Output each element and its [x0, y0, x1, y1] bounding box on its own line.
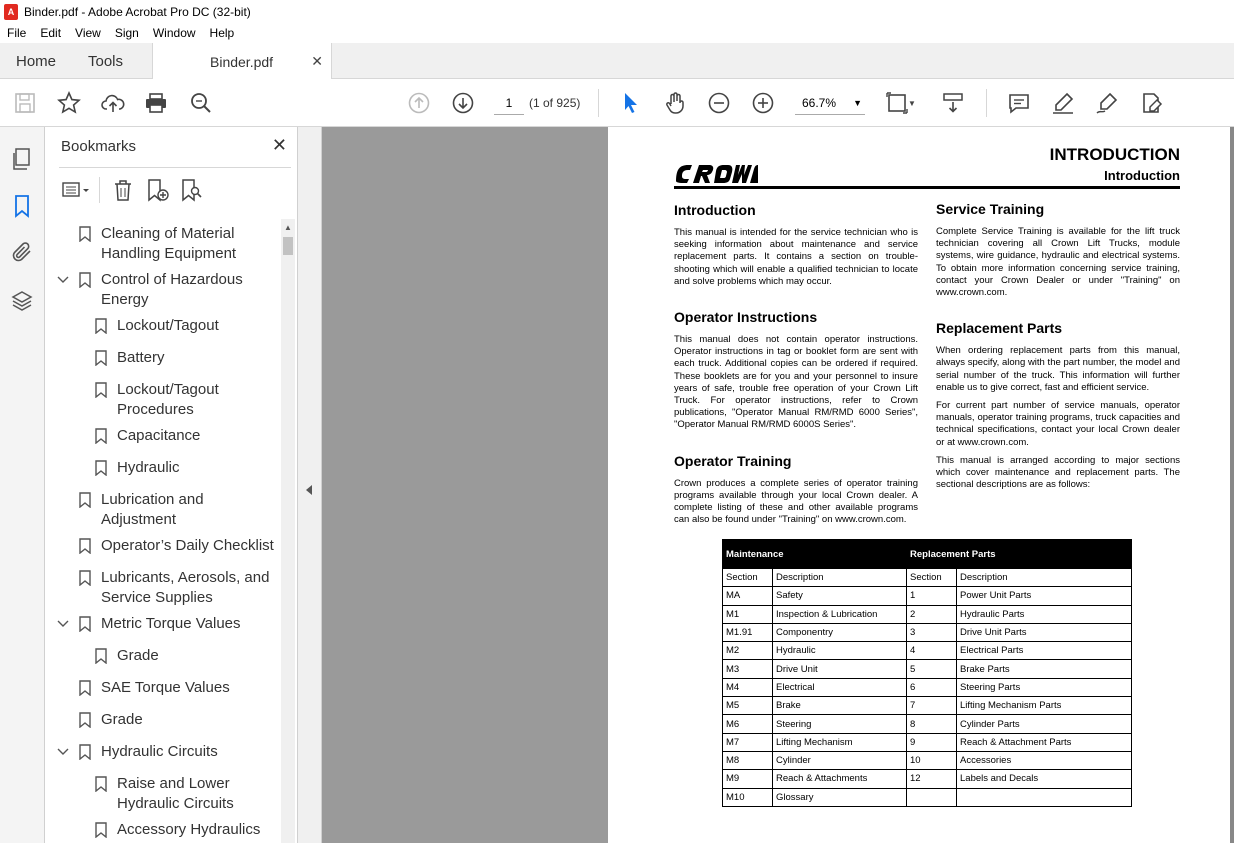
tab-document-label: Binder.pdf — [210, 53, 274, 70]
bookmark-label: Battery — [117, 349, 165, 366]
table-cell: M2 — [723, 642, 773, 660]
operator-instructions-heading: Operator Instructions — [674, 309, 818, 326]
bookmark-options-icon[interactable] — [61, 179, 91, 201]
table-cell: M6 — [723, 715, 773, 733]
bookmark-label: Hydraulic — [117, 459, 180, 476]
table-cell: Cylinder Parts — [957, 715, 1132, 733]
bookmark-item[interactable] — [45, 270, 281, 310]
bookmark-item[interactable] — [45, 316, 281, 336]
toolbar-divider — [986, 89, 987, 117]
bookmark-search-icon[interactable] — [179, 178, 203, 202]
table-row — [723, 605, 1132, 623]
navigation-rail — [0, 127, 45, 843]
table-cell: 8 — [907, 715, 957, 733]
table-body — [723, 587, 1132, 807]
new-bookmark-icon[interactable] — [145, 178, 169, 202]
bookmark-icon — [79, 712, 91, 728]
table-cell: Brake — [773, 697, 907, 715]
scroll-mode-icon[interactable] — [941, 91, 965, 115]
bookmark-item[interactable] — [45, 820, 281, 840]
select-cursor-icon[interactable] — [619, 91, 643, 115]
table-row — [723, 660, 1132, 678]
table-cell: Cylinder — [773, 751, 907, 769]
bookmark-icon — [79, 492, 91, 508]
bookmark-item[interactable] — [45, 348, 281, 368]
title-bar — [0, 0, 1234, 23]
table-cell: M3 — [723, 660, 773, 678]
bookmarks-panel-title: Bookmarks — [61, 138, 137, 155]
bookmark-label: Control of Hazardous Energy — [101, 271, 243, 308]
replacement-parts-text-3: This manual is arranged according to major sections which cover maintenance and replacement parts. The sectional descriptions are as follows: — [936, 454, 1180, 491]
table-cell: Electrical — [773, 678, 907, 696]
replacement-parts-text-2: For current part number of service manuals, operator manuals, operator training programs, truck capacities and technical specifications, contact your local Crown dealer or at www.crown.com. — [936, 400, 1180, 448]
bookmark-icon — [95, 460, 107, 476]
zoom-in-icon[interactable] — [751, 91, 775, 115]
delete-trash-icon[interactable] — [111, 178, 135, 202]
save-icon[interactable] — [13, 91, 37, 115]
table-cell: Brake Parts — [957, 660, 1132, 678]
document-viewer[interactable] — [322, 127, 1234, 843]
bookmark-label: Cleaning of Material Handling Equipment — [101, 225, 237, 262]
service-training-heading: Service Training — [936, 201, 1045, 217]
table-cell — [957, 788, 1132, 806]
attachment-paperclip-icon[interactable] — [10, 240, 34, 264]
table-cell: Safety — [773, 587, 907, 605]
bookmark-icon — [95, 382, 107, 398]
bookmark-icon — [79, 272, 91, 288]
toolbar-divider — [598, 89, 599, 117]
table-cell: MA — [723, 587, 773, 605]
table-row — [723, 642, 1132, 660]
star-icon[interactable] — [57, 91, 81, 115]
search-zoom-icon[interactable] — [189, 91, 213, 115]
table-cell: M9 — [723, 770, 773, 788]
operator-training-heading: Operator Training — [674, 452, 792, 469]
bookmark-label: Operator’s Daily Checklist — [101, 537, 274, 554]
bookmarks-panel — [45, 127, 298, 843]
table-cell: 5 — [907, 660, 957, 678]
chevron-down-icon[interactable]: ▼ — [908, 98, 916, 108]
bookmark-icon — [95, 822, 107, 838]
tab-bar — [0, 43, 1234, 79]
menu-help[interactable]: Help — [209, 26, 235, 40]
table-cell: M1 — [723, 605, 773, 623]
bookmark-item[interactable] — [45, 490, 281, 530]
comment-icon[interactable] — [1007, 91, 1031, 115]
bookmark-icon — [95, 428, 107, 444]
bookmark-item[interactable] — [45, 678, 281, 698]
bookmark-item[interactable] — [45, 568, 281, 608]
page-subtitle: Introduction — [1104, 168, 1180, 183]
table-row — [723, 733, 1132, 751]
table-cell: Reach & Attachments — [773, 770, 907, 788]
bookmark-icon — [95, 350, 107, 366]
bookmark-label: Raise and Lower Hydraulic Circuits — [117, 775, 234, 812]
table-cell: M7 — [723, 733, 773, 751]
zoom-level-select[interactable] — [795, 91, 865, 115]
close-icon[interactable]: ✕ — [271, 135, 287, 155]
bookmark-label: Metric Torque Values — [101, 615, 241, 632]
close-tab-icon[interactable]: ✕ — [311, 53, 323, 69]
table-row — [723, 715, 1132, 733]
header-rule — [674, 186, 1180, 189]
intro-heading: Introduction — [674, 202, 756, 218]
bookmark-item[interactable] — [45, 614, 281, 634]
acrobat-app-icon: A — [4, 4, 18, 20]
bookmark-icon — [79, 570, 91, 586]
left-column — [674, 201, 918, 532]
operator-training-text: Crown produces a complete series of operator training programs available through your local Crown dealer. A complete listing of these and other available programs can also be found under "Training" on www.crown.com. — [674, 477, 918, 526]
window-title: Binder.pdf - Adobe Acrobat Pro DC (32-bit) — [24, 4, 251, 19]
bookmark-item[interactable] — [45, 710, 281, 730]
right-column — [936, 200, 1180, 497]
table-row — [723, 788, 1132, 806]
table-cell: M8 — [723, 751, 773, 769]
bookmark-label: SAE Torque Values — [101, 679, 230, 696]
bookmark-icon — [95, 776, 107, 792]
bookmark-icon — [79, 616, 91, 632]
bookmark-label: Lubricants, Aerosols, and Service Supplies — [101, 569, 270, 606]
toolbar-divider — [99, 177, 100, 203]
bookmark-icon — [79, 744, 91, 760]
menu-edit[interactable]: Edit — [40, 26, 62, 40]
service-training-text: Complete Service Training is available for the lift truck technician covering all Crown Lift Trucks, module systems, wire guidance, hydraulic and electrical systems. To obtain more information concerning service training, contact your Crown Dealer or under "Training" on www.crown.com. — [936, 226, 1180, 299]
bookmark-icon — [79, 538, 91, 554]
table-cell: 9 — [907, 733, 957, 751]
table-cell: M10 — [723, 788, 773, 806]
table-cell: 7 — [907, 697, 957, 715]
column-header-description: Description — [957, 569, 1132, 587]
crown-logo — [674, 161, 758, 185]
chevron-down-icon[interactable] — [57, 270, 71, 290]
table-cell: Lifting Mechanism — [773, 733, 907, 751]
layers-icon[interactable] — [10, 289, 34, 313]
page-number-input[interactable]: 1 — [494, 91, 524, 115]
bookmark-item[interactable] — [45, 426, 281, 446]
collapse-arrow-icon[interactable] — [306, 485, 312, 495]
bookmark-item[interactable] — [45, 742, 281, 762]
pdf-page — [608, 127, 1230, 843]
chevron-down-icon: ▼ — [853, 98, 862, 108]
bookmark-icon — [79, 680, 91, 696]
menu-file[interactable]: File — [7, 26, 27, 40]
menu-view[interactable]: View — [75, 26, 101, 40]
intro-text: This manual is intended for the service technician who is seeking information about maintenance and service replacement parts. It contains a section on trouble-shooting which will enable a qualified technician to locate and solve problems which may occur. — [674, 227, 918, 287]
table-cell: 6 — [907, 678, 957, 696]
sections-table — [722, 539, 1132, 807]
table-cell — [907, 788, 957, 806]
table-cell: M5 — [723, 697, 773, 715]
bookmark-panel-icon[interactable] — [10, 194, 34, 218]
document-scrollbar[interactable] — [1230, 127, 1234, 843]
scroll-up-arrow-icon[interactable]: ▲ — [284, 223, 292, 232]
table-cell: 2 — [907, 605, 957, 623]
sign-pen-icon[interactable] — [1095, 91, 1119, 115]
table-cell: Accessories — [957, 751, 1132, 769]
bookmark-item[interactable] — [45, 380, 281, 420]
bookmark-icon — [79, 226, 91, 242]
table-row — [723, 623, 1132, 641]
bookmark-item[interactable] — [45, 224, 281, 264]
menu-bar — [0, 23, 1234, 43]
table-cell: Hydraulic — [773, 642, 907, 660]
table-row — [723, 587, 1132, 605]
bookmark-label: Hydraulic Circuits — [101, 743, 218, 760]
chevron-down-icon[interactable] — [57, 614, 71, 634]
maintenance-header: Maintenance — [723, 540, 907, 569]
replacement-parts-heading: Replacement Parts — [936, 320, 1063, 337]
chevron-down-icon[interactable] — [57, 742, 71, 762]
previous-page-icon[interactable] — [407, 91, 431, 115]
bookmarks-toolbar — [59, 177, 291, 203]
upload-cloud-icon[interactable] — [101, 91, 125, 115]
zoom-out-icon[interactable] — [707, 91, 731, 115]
table-cell: Glossary — [773, 788, 907, 806]
bookmark-label: Capacitance — [117, 427, 201, 444]
tab-tools[interactable]: Tools — [88, 52, 124, 70]
fill-sign-icon[interactable] — [1139, 91, 1163, 115]
table-cell: 10 — [907, 751, 957, 769]
table-row — [723, 770, 1132, 788]
column-header-section: Section — [723, 569, 773, 587]
bookmarks-scrollbar[interactable] — [281, 219, 295, 843]
menu-sign[interactable]: Sign — [114, 26, 139, 40]
bookmark-item[interactable] — [45, 458, 281, 478]
bookmark-icon — [95, 648, 107, 664]
main-toolbar — [0, 79, 1234, 127]
bookmark-item[interactable] — [45, 536, 281, 556]
replacement-parts-text-1: When ordering replacement parts from this manual, always specify, along with the part number, the model and serial number of the truck. This information will further enable us to give correct, fast and efficient service. — [936, 345, 1180, 393]
operator-instructions-text: This manual does not contain operator instructions. Operator instructions in tag or booklet form are sent with each truck. Additional copies can be ordered if required. These booklets are for you and your personnel to insure years of safe, trouble free operation of your Crown Lift Truck. For operator instructions, refer to Crown publications, "Operator Manual RM/RMD 6000 Series", "Operator Manual RM/RMD 6000S Series". — [674, 334, 918, 431]
table-row — [723, 751, 1132, 769]
scrollbar-thumb[interactable] — [283, 237, 293, 255]
bookmark-item[interactable] — [45, 774, 281, 814]
highlight-pen-icon[interactable] — [1051, 91, 1075, 115]
menu-window[interactable]: Window — [152, 26, 196, 40]
table-cell: M1.91 — [723, 623, 773, 641]
page-thumbnails-icon[interactable] — [10, 147, 34, 171]
next-page-icon[interactable] — [451, 91, 475, 115]
table-cell: Electrical Parts — [957, 642, 1132, 660]
table-cell: 1 — [907, 587, 957, 605]
table-cell: Drive Unit Parts — [957, 623, 1132, 641]
zoom-level-value: 66.7% — [802, 96, 837, 110]
bookmark-label: Lockout/Tagout — [117, 317, 219, 334]
table-cell: Labels and Decals — [957, 770, 1132, 788]
print-icon[interactable] — [144, 91, 168, 115]
table-cell: Power Unit Parts — [957, 587, 1132, 605]
table-row — [723, 678, 1132, 696]
table-cell: M4 — [723, 678, 773, 696]
page-title: INTRODUCTION — [1049, 145, 1180, 164]
panel-collapse-divider[interactable] — [298, 127, 322, 843]
table-cell: 4 — [907, 642, 957, 660]
page-count: (1 of 925) — [529, 96, 581, 110]
replacement-parts-header: Replacement Parts — [907, 540, 1132, 569]
bookmark-label: Lockout/Tagout Procedures — [117, 381, 219, 418]
column-header-section: Section — [907, 569, 957, 587]
table-cell: Inspection & Lubrication — [773, 605, 907, 623]
table-cell: Lifting Mechanism Parts — [957, 697, 1132, 715]
table-header-row — [723, 540, 1132, 569]
table-cell: Steering Parts — [957, 678, 1132, 696]
table-cell: Hydraulic Parts — [957, 605, 1132, 623]
column-header-description: Description — [773, 569, 907, 587]
bookmark-label: Accessory Hydraulics — [117, 821, 261, 838]
bookmark-label: Grade — [117, 647, 159, 664]
tab-home[interactable]: Home — [16, 52, 57, 70]
table-cell: Reach & Attachment Parts — [957, 733, 1132, 751]
table-cell: Componentry — [773, 623, 907, 641]
hand-tool-icon[interactable] — [663, 91, 687, 115]
tab-document[interactable] — [152, 43, 332, 80]
bookmark-icon — [95, 318, 107, 334]
bookmark-item[interactable] — [45, 646, 281, 666]
bookmark-label: Grade — [101, 711, 143, 728]
table-row — [723, 697, 1132, 715]
table-subheader-row — [723, 569, 1132, 587]
table-cell: 3 — [907, 623, 957, 641]
table-cell: 12 — [907, 770, 957, 788]
panel-divider — [59, 167, 291, 168]
table-cell: Drive Unit — [773, 660, 907, 678]
table-cell: Steering — [773, 715, 907, 733]
bookmark-list — [45, 217, 281, 843]
bookmark-label: Lubrication and Adjustment — [101, 491, 204, 528]
